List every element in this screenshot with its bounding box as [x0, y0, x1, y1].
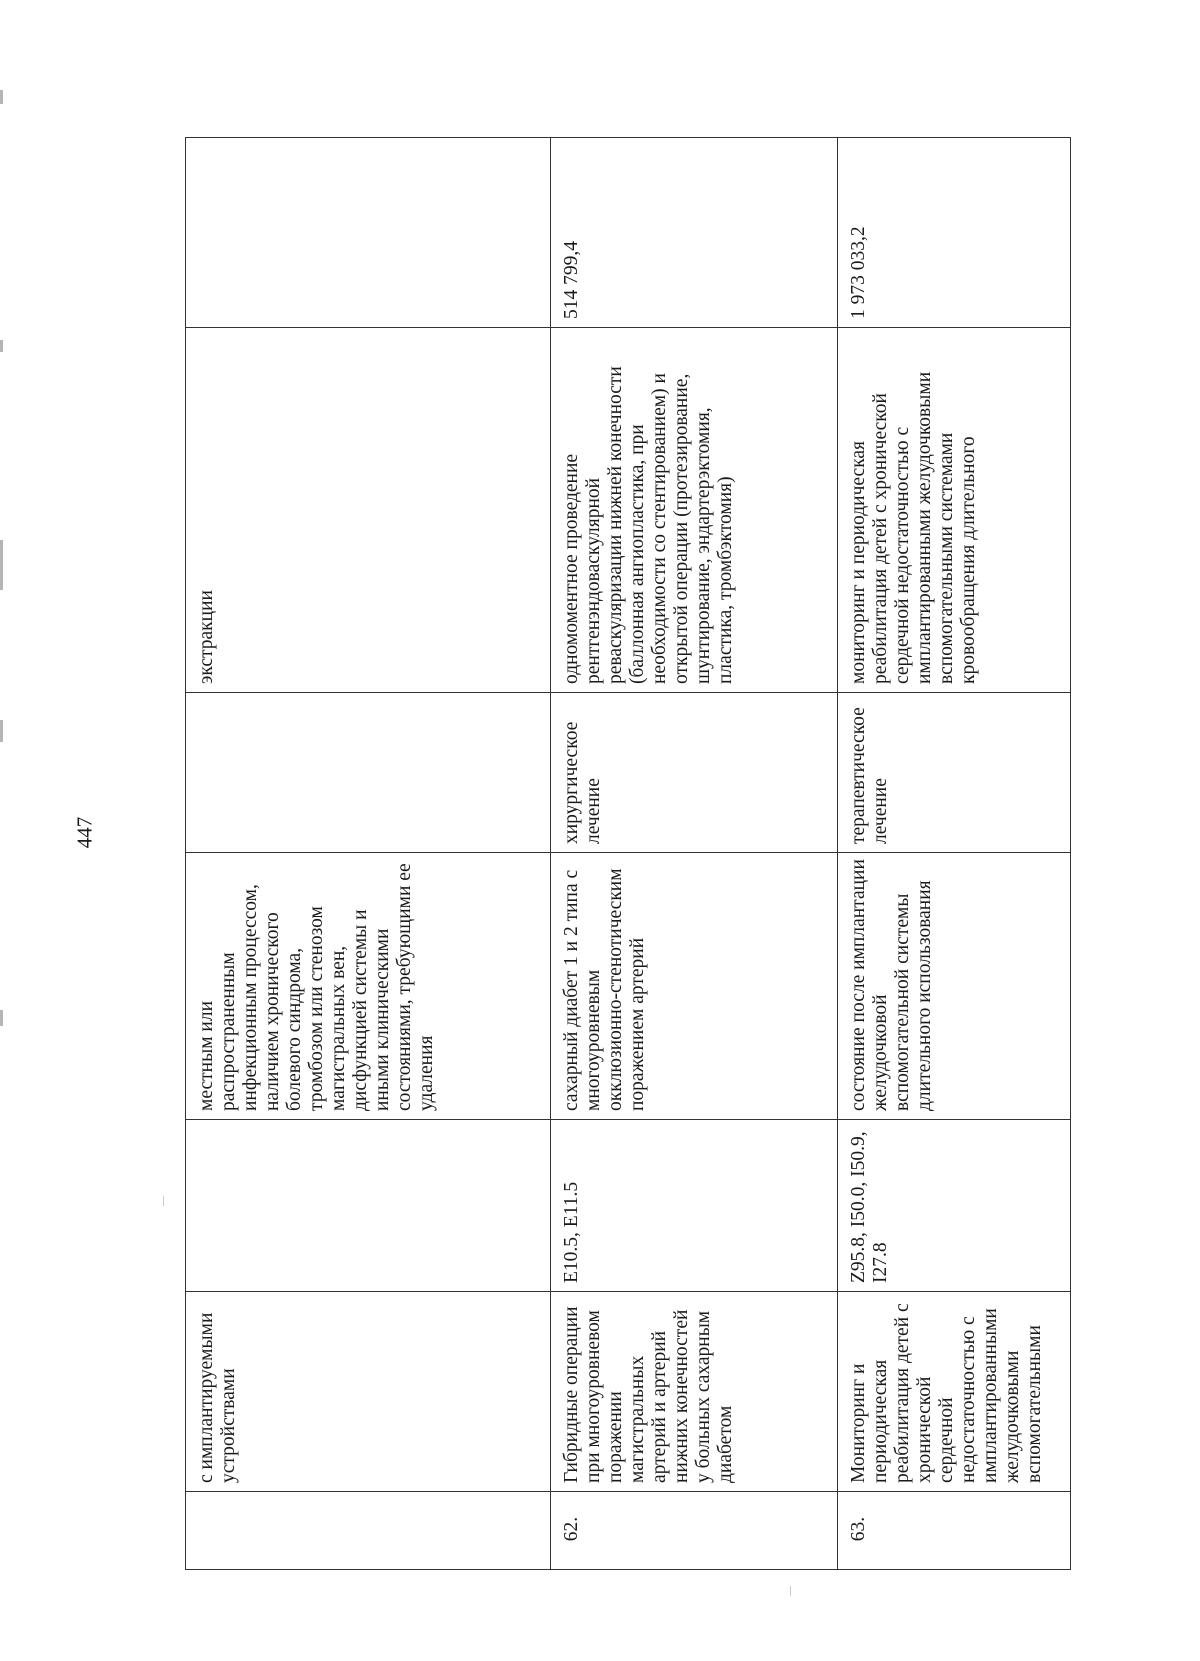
margin-scan-mark	[0, 1010, 3, 1026]
scan-artifact	[163, 1196, 164, 1206]
care-type-cell: с имплантируемыми устройствами	[186, 1292, 551, 1492]
icd-codes-cell: E10.5, E11.5	[551, 1120, 838, 1292]
table-row	[186, 138, 551, 1570]
cost-cell: 1 973 033,2	[838, 138, 1071, 328]
patient-model-cell: местным или распространенным инфекционным процессом, наличием хронического болевого синдрома, тромбозом или стенозом магистральных вен, дисфункцией системы и иными клиническими состояниями, требующими ее удаления	[186, 853, 551, 1120]
row-number-cell: 63.	[838, 1492, 1071, 1570]
treatment-type-cell	[186, 693, 551, 853]
tariff-table	[185, 137, 1071, 1570]
margin-scan-mark	[0, 720, 3, 742]
rotated-table-container	[185, 138, 1070, 1570]
icd-codes-cell: Z95.8, I50.0, I50.9, I27.8	[838, 1120, 1071, 1292]
table-row	[838, 138, 1071, 1570]
scan-artifact	[790, 1586, 791, 1596]
patient-model-cell: состояние после имплантации желудочковой вспомогательной системы длительного использования	[838, 853, 1071, 1120]
table-row	[551, 138, 838, 1570]
cost-cell	[186, 138, 551, 328]
margin-scan-mark	[0, 340, 3, 352]
row-number-cell: 62.	[551, 1492, 838, 1570]
cost-cell: 514 799,4	[551, 138, 838, 328]
treatment-method-cell: экстракции	[186, 328, 551, 693]
care-type-cell: Мониторинг и периодическая реабилитация детей с хронической сердечной недостаточностью с имплантированными желудочковыми вспомогательными	[838, 1292, 1071, 1492]
margin-scan-mark	[0, 540, 3, 590]
patient-model-cell: сахарный диабет 1 и 2 типа с многоуровневым окклюзионно-стенотическим поражением артерий	[551, 853, 838, 1120]
page-number: 447	[72, 816, 97, 849]
care-type-cell: Гибридные операции при многоуровневом поражении магистральных артерий и артерий нижних конечностей у больных сахарным диабетом	[551, 1292, 838, 1492]
treatment-method-cell: мониторинг и периодическая реабилитация детей с хронической сердечной недостаточностью с имплантированными желудочковыми вспомогательными системами кровообращения длительного	[838, 328, 1071, 693]
treatment-method-cell: одномоментное проведение рентгенэндоваскулярной реваскуляризации нижней конечности (баллонная ангиопластика, при необходимости со стентированием) и открытой операции (протезирование, шунтирование, эндартерэктомия, пластика, тромбэктомия)	[551, 328, 838, 693]
row-number-cell	[186, 1492, 551, 1570]
treatment-type-cell: хирургическое лечение	[551, 693, 838, 853]
icd-codes-cell	[186, 1120, 551, 1292]
treatment-type-cell: терапевтическое лечение	[838, 693, 1071, 853]
margin-scan-mark	[0, 90, 3, 104]
